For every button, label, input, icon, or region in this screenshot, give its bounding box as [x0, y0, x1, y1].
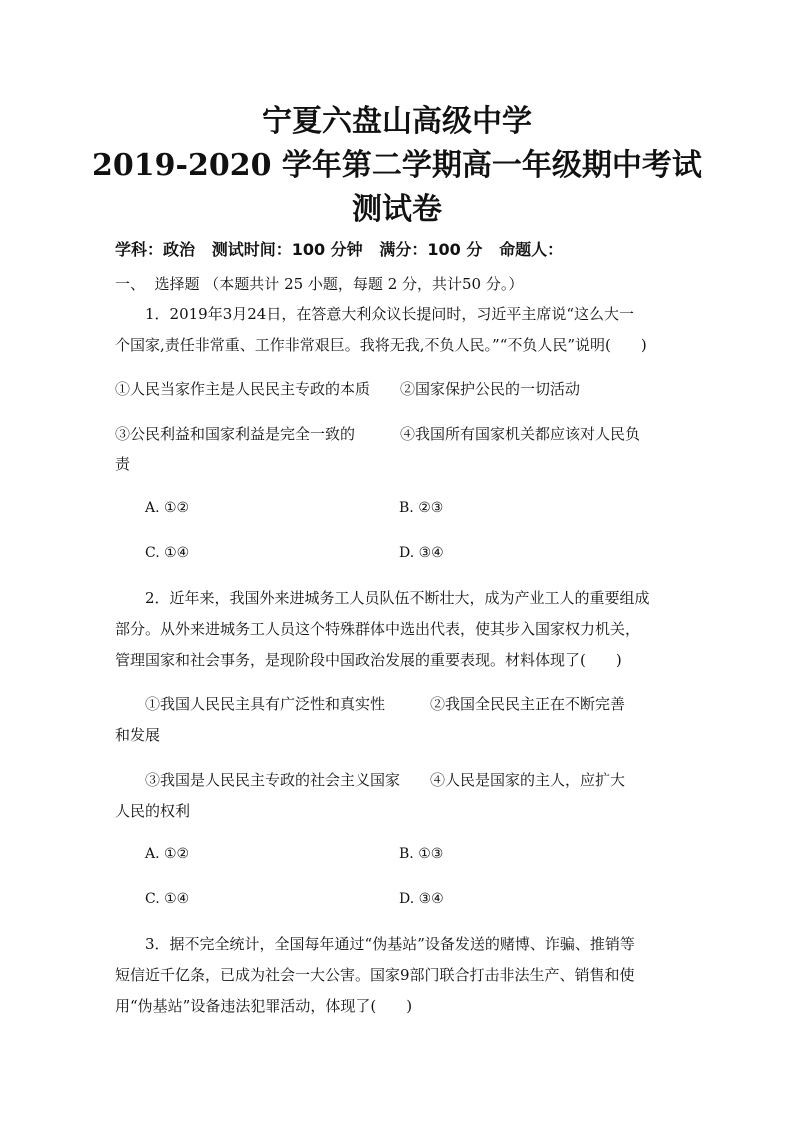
q3-stem-line1: 3．据不完全统计，全国每年通过“伪基站”设备发送的赌博、诈骗、推销等 [145, 935, 635, 953]
exam-meta: 学科：政治 测试时间：100 分钟 满分：100 分 命题人： [115, 240, 564, 259]
q2-statements-1-cont: 和发展 [115, 726, 161, 744]
q2-option-a: A. ①② [145, 846, 190, 862]
q2-option-d: D. ③④ [399, 891, 444, 907]
q3-stem-line3: 用“伪基站”设备违法犯罪活动，体现了( ) [115, 997, 413, 1015]
q2-option-b: B. ①③ [399, 846, 444, 862]
q2-option-c: C. ①④ [145, 891, 190, 907]
q1-option-d: D. ③④ [399, 545, 444, 561]
q2-statements-2: ③我国是人民民主专政的社会主义国家 ④人民是国家的主人，应扩大 [145, 771, 626, 789]
school-name: 宁夏六盘山高级中学 [262, 104, 532, 139]
q1-option-b: B. ②③ [399, 500, 444, 516]
q1-stem-line2: 个国家,责任非常重、工作非常艰巨。我将无我,不负人民。”“不负人民”说明( ) [115, 336, 647, 354]
q2-stem-line1: 2．近年来，我国外来进城务工人员队伍不断壮大，成为产业工人的重要组成 [145, 589, 650, 607]
q1-statements-2: ③公民利益和国家利益是完全一致的 ④我国所有国家机关都应该对人民负 [115, 425, 641, 443]
q1-option-c: C. ①④ [145, 545, 190, 561]
paper-title: 测试卷 [352, 192, 442, 227]
exam-title: 2019-2020 学年第二学期高一年级期中考试 [92, 148, 702, 183]
section-heading: 一、 选择题 （本题共计 25 小题，每题 2 分，共计50 分。） [115, 275, 524, 293]
q3-stem-line2: 短信近千亿条，已成为社会一大公害。国家9部门联合打击非法生产、销售和使 [115, 966, 635, 984]
q1-statements-2-cont: 责 [115, 455, 131, 473]
q2-stem-line2: 部分。从外来进城务工人员这个特殊群体中选出代表，使其步入国家权力机关， [115, 620, 641, 638]
q2-stem-line3: 管理国家和社会事务，是现阶段中国政治发展的重要表现。材料体现了( ) [115, 651, 622, 669]
q2-statements-2-cont: 人民的权利 [115, 802, 191, 820]
q1-statements-1: ①人民当家作主是人民民主专政的本质 ②国家保护公民的一切活动 [115, 380, 581, 398]
q1-option-a: A. ①② [145, 500, 190, 516]
q2-statements-1: ①我国人民民主具有广泛性和真实性 ②我国全民民主正在不断完善 [145, 695, 626, 713]
q1-stem-line1: 1．2019年3月24日，在答意大利众议长提问时，习近平主席说“这么大一 [145, 305, 635, 323]
